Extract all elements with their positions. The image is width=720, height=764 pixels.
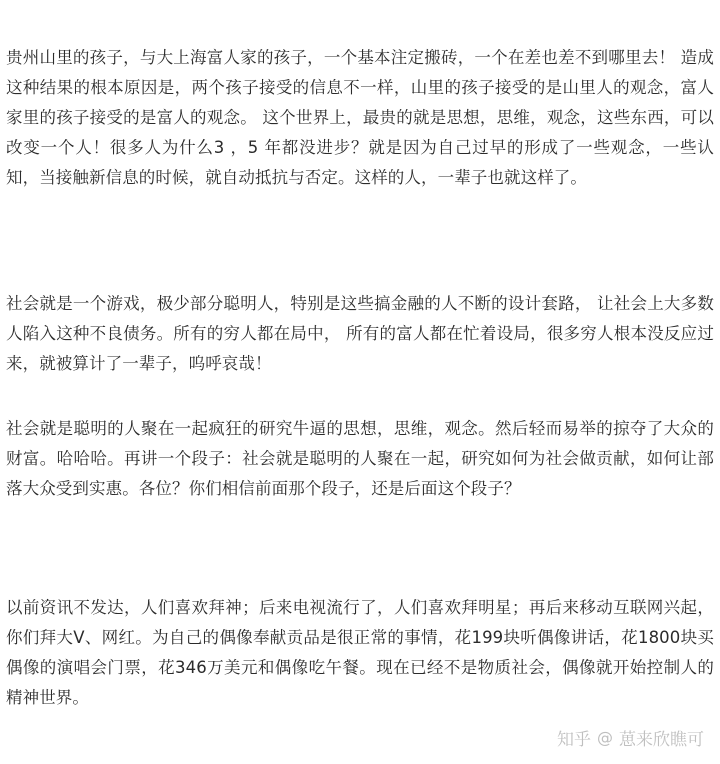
zhihu-watermark xyxy=(557,722,704,752)
paragraph-3: 社会就是聪明的人聚在一起疯狂的研究牛逼的思想，思维，观念。然后轻而易举的掠夺了大众的财富。哈哈哈。再讲一个段子：社会就是聪明的人聚在一起，研究如何为社会做贡献，如何让部落大众受到实惠。各位？你们相信前面那个段子，还是后面这个段子？ xyxy=(6,419,714,498)
paragraph-2: 社会就是一个游戏，极少部分聪明人，特别是这些搞金融的人不断的设计套路， 让社会上大多数人陷入这种不良债务。所有的穷人都在局中， 所有的富人都在忙着设局，很多穷人根本没反应过来，就被算计了一辈子，呜呼哀哉！ xyxy=(6,294,714,373)
watermark-at: @ xyxy=(597,727,613,747)
paragraph-4: 以前资讯不发达，人们喜欢拜神；后来电视流行了，人们喜欢拜明星；再后来移动互联网兴起，你们拜大V、网红。为自己的偶像奉献贡品是很正常的事情，花199块听偶像讲话，花1800块买偶像的演唱会门票，花346万美元和偶像吃午餐。现在已经不是物质社会，偶像就开始控制人的精神世界。 xyxy=(6,598,714,707)
watermark-author: 葸来欣瞧可 xyxy=(619,729,704,750)
paragraph-1: 贵州山里的孩子，与大上海富人家的孩子，一个基本注定搬砖，一个在差也差不到哪里去！ 造成这种结果的根本原因是，两个孩子接受的信息不一样，山里的孩子接受的是山里人的观念，富人家里的孩子接受的是富人的观念。 这个世界上，最贵的就是思想，思维，观念，这些东西，可以改变一个人！很多人为什么3 ，5 年都没进步？就是因为自己过早的形成了一些观念，一些认知，当接触新信息的时候，就自动抵抗与否定。这样的人，一辈子也就这样了。 xyxy=(6,48,714,187)
watermark-site: 知乎 xyxy=(557,729,591,750)
